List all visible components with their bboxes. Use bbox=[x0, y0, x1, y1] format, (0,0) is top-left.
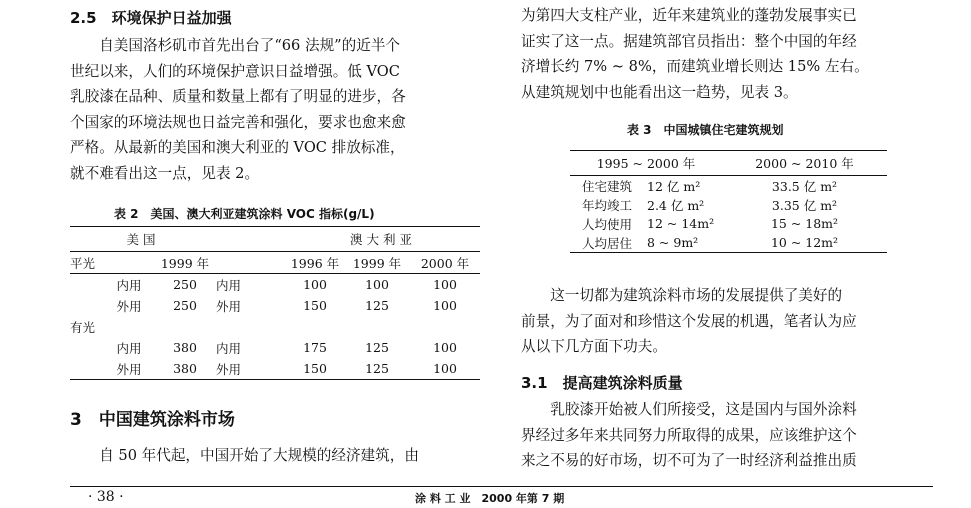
paragraph-china-market bbox=[70, 443, 480, 469]
row-label: 人均居住 bbox=[582, 235, 633, 251]
cell-value: 2.4 亿 m² bbox=[647, 197, 705, 213]
table-row bbox=[70, 358, 480, 380]
table-row bbox=[570, 214, 887, 233]
section-heading-3: 3 中国建筑涂料市场 bbox=[70, 410, 235, 430]
table-row bbox=[70, 252, 480, 274]
cell-use: 内用 bbox=[216, 277, 242, 293]
table-2-voc bbox=[70, 226, 480, 380]
cell-value: 33.5 亿 m² bbox=[771, 178, 838, 194]
header-australia: 澳大利亚 bbox=[286, 227, 480, 252]
cell-value: 10 ~ 12m² bbox=[770, 235, 839, 250]
cell-value: 15 ~ 18m² bbox=[770, 216, 839, 231]
table-row bbox=[70, 274, 480, 296]
cell-value: 125 bbox=[365, 340, 389, 355]
cell-value: 380 bbox=[173, 340, 197, 355]
text-line: 来之不易的好市场，切不可为了一时经济利益推出质 bbox=[521, 452, 857, 469]
text-line: 个国家的环境法规也日益完善和强化，要求也愈来愈 bbox=[70, 113, 406, 131]
us-year: 1999 年 bbox=[154, 252, 216, 274]
section-heading-3-1: 3.1 提高建筑涂料质量 bbox=[521, 374, 683, 392]
text-line: 从建筑规划中也能看出这一趋势，见表 3。 bbox=[521, 83, 798, 101]
journal-name: 涂 料 工 业 2000 年第 7 期 bbox=[415, 492, 565, 505]
cell-value: 250 bbox=[173, 277, 197, 292]
row-label-flat: 平光 bbox=[70, 252, 154, 274]
row-label: 年均竣工 bbox=[582, 197, 633, 213]
cell-value: 12 ~ 14m² bbox=[647, 216, 715, 231]
table-header-row bbox=[70, 227, 480, 252]
cell-value: 100 bbox=[433, 340, 457, 355]
text-line: 这一切都为建筑涂料市场的发展提供了美好的 bbox=[521, 287, 843, 304]
header-period: 1995 ~ 2000 年 bbox=[570, 151, 722, 176]
cell-value: 8 ~ 9m² bbox=[647, 235, 699, 250]
cell-use: 内用 bbox=[116, 277, 142, 293]
table-2-caption: 表 2 美国、澳大利亚建筑涂料 VOC 指标(g/L) bbox=[114, 207, 375, 221]
table-row bbox=[70, 337, 480, 358]
cell-use: 外用 bbox=[216, 298, 242, 314]
cell-value: 12 亿 m² bbox=[647, 178, 701, 194]
row-label: 人均使用 bbox=[582, 216, 633, 232]
cell-value: 3.35 亿 m² bbox=[771, 197, 838, 213]
table-row bbox=[70, 295, 480, 316]
cell-use: 外用 bbox=[216, 361, 242, 377]
section-heading-2-5: 2.5 环境保护日益加强 bbox=[70, 9, 232, 27]
paragraph-prospects bbox=[521, 283, 933, 360]
cell-use: 外用 bbox=[116, 361, 142, 377]
cell-value: 125 bbox=[365, 361, 389, 376]
paragraph-environment bbox=[70, 33, 480, 186]
text-line: 自美国洛杉矶市首先出台了“66 法规”的近半个 bbox=[70, 37, 401, 54]
row-label-gloss: 有光 bbox=[70, 319, 96, 335]
text-line: 严格。从最新的美国和澳大利亚的 VOC 排放标准， bbox=[70, 139, 405, 156]
text-line: 乳胶漆开始被人们所接受，这是国内与国外涂料 bbox=[521, 401, 857, 418]
text-line: 自 50 年代起，中国开始了大规模的经济建筑，由 bbox=[70, 447, 419, 464]
cell-value: 380 bbox=[173, 361, 197, 376]
table-3-housing-plan bbox=[570, 150, 887, 253]
cell-value: 100 bbox=[303, 277, 327, 292]
table-row bbox=[570, 233, 887, 253]
text-line: 界经过多年来共同努力所取得的成果，应该维护这个 bbox=[521, 426, 857, 444]
page-number: · 38 · bbox=[88, 489, 124, 505]
paragraph-quality bbox=[521, 397, 933, 474]
text-line: 前景，为了面对和珍惜这个发展的机遇，笔者认为应 bbox=[521, 312, 857, 330]
paragraph-construction-growth bbox=[521, 3, 933, 105]
cell-value: 125 bbox=[365, 298, 389, 313]
au-year: 1999 年 bbox=[344, 252, 410, 274]
cell-use: 外用 bbox=[116, 298, 142, 314]
table-header-row bbox=[570, 151, 887, 176]
cell-value: 100 bbox=[433, 298, 457, 313]
au-year: 1996 年 bbox=[286, 252, 344, 274]
cell-value: 100 bbox=[433, 277, 457, 292]
text-line: 证实了这一点。据建筑部官员指出：整个中国的年经 bbox=[521, 32, 857, 50]
cell-value: 100 bbox=[433, 361, 457, 376]
page-footer bbox=[70, 486, 933, 505]
au-year: 2000 年 bbox=[410, 252, 480, 274]
cell-value: 150 bbox=[303, 361, 327, 376]
cell-value: 175 bbox=[303, 340, 327, 355]
row-label: 住宅建筑 bbox=[582, 178, 633, 194]
cell-use: 内用 bbox=[116, 340, 142, 356]
text-line: 就不难看出这一点，见表 2。 bbox=[70, 164, 260, 182]
text-line: 从以下几方面下功夫。 bbox=[521, 338, 667, 355]
table-row bbox=[570, 195, 887, 214]
cell-value: 250 bbox=[173, 298, 197, 313]
text-line: 世纪以来，人们的环境保护意识日益增强。低 VOC bbox=[70, 62, 400, 80]
cell-value: 150 bbox=[303, 298, 327, 313]
text-line: 济增长约 7% ~ 8%，而建筑业增长则达 15% 左右。 bbox=[521, 58, 869, 75]
header-us: 美国 bbox=[70, 227, 216, 252]
table-row bbox=[70, 316, 480, 337]
cell-value: 100 bbox=[365, 277, 389, 292]
table-row bbox=[570, 176, 887, 196]
text-line: 乳胶漆在品种、质量和数量上都有了明显的进步，各 bbox=[70, 88, 406, 105]
header-period: 2000 ~ 2010 年 bbox=[722, 151, 887, 176]
text-line: 为第四大支柱产业，近年来建筑业的蓬勃发展事实已 bbox=[521, 7, 857, 24]
cell-use: 内用 bbox=[216, 340, 242, 356]
table-3-caption: 表 3 中国城镇住宅建筑规划 bbox=[627, 123, 784, 137]
